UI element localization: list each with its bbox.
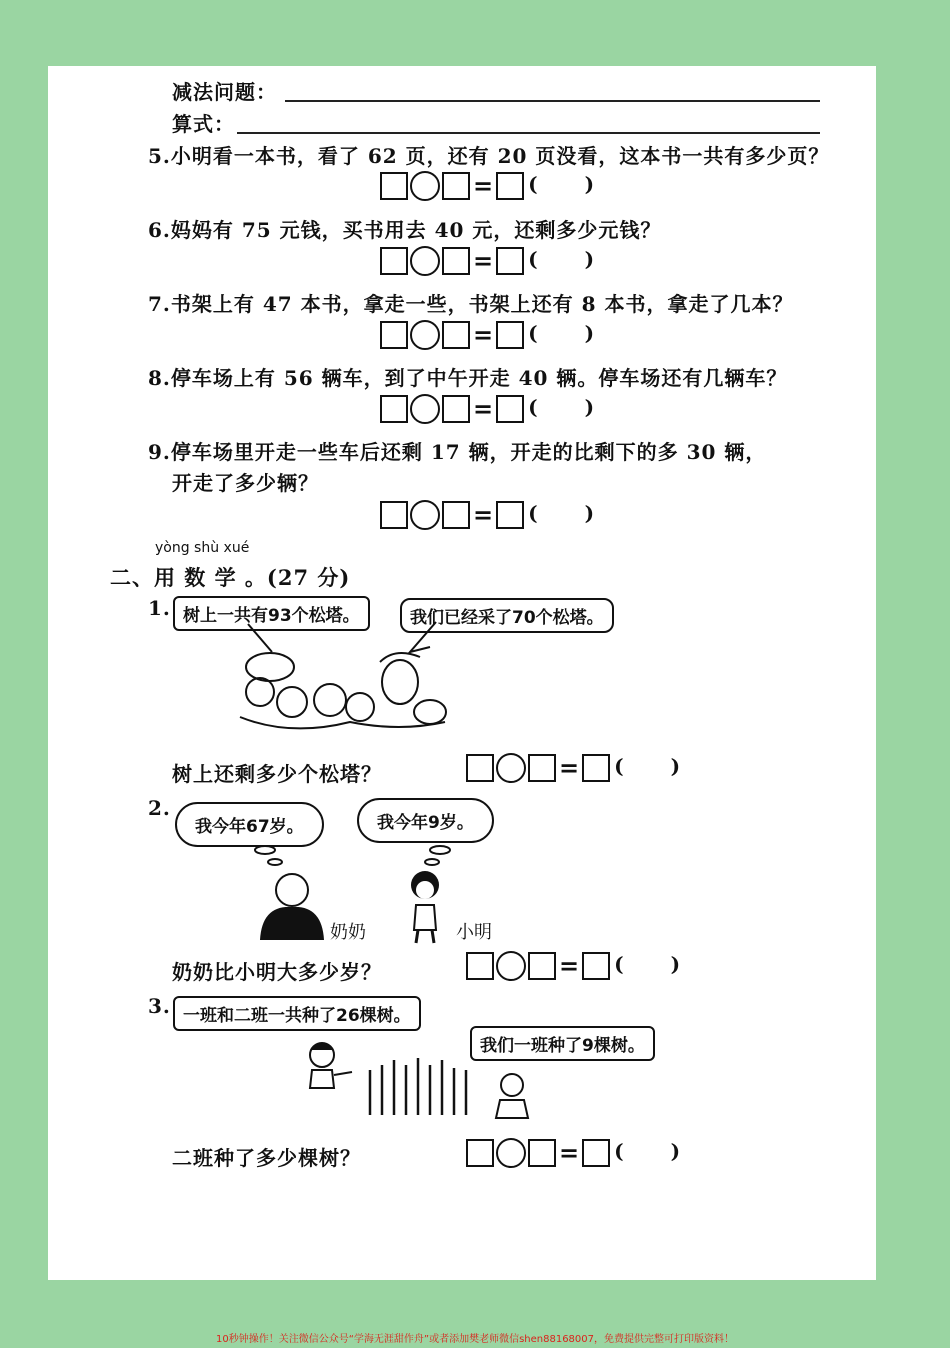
operator-circle[interactable] — [410, 320, 440, 350]
grandma-label: 奶奶 — [330, 922, 366, 943]
answer-box[interactable] — [442, 247, 470, 275]
result-box[interactable] — [496, 172, 524, 200]
problem-number: 3. — [148, 994, 171, 1018]
unit-blank[interactable]: ( ) — [528, 321, 595, 345]
operator-circle[interactable] — [496, 1138, 526, 1168]
answer-box[interactable] — [380, 321, 408, 349]
problem-question: 二班种了多少棵树？ — [172, 1146, 361, 1170]
question-number: 8. — [148, 366, 171, 390]
question-text: 停车场上有 56 辆车，到了中午开走 40 辆。停车场还有几辆车？ — [170, 366, 788, 390]
equals-sign: = — [473, 171, 494, 200]
result-box[interactable] — [496, 247, 524, 275]
answer-box[interactable] — [466, 1139, 494, 1167]
equation-template — [380, 320, 594, 350]
operator-circle[interactable] — [410, 171, 440, 201]
answer-box[interactable] — [466, 952, 494, 980]
equals-sign: = — [473, 246, 494, 275]
question-7 — [148, 288, 794, 317]
equals-sign: = — [473, 320, 494, 349]
question-number: 7. — [148, 292, 171, 316]
answer-box[interactable] — [380, 501, 408, 529]
answer-box[interactable] — [442, 321, 470, 349]
unit-blank[interactable]: ( ) — [614, 754, 681, 778]
unit-blank[interactable]: ( ) — [614, 952, 681, 976]
equation-template — [380, 171, 594, 201]
problem-number: 1. — [148, 596, 171, 620]
result-box[interactable] — [496, 501, 524, 529]
speech-bubble: 树上一共有93个松塔。 — [173, 596, 370, 631]
question-6 — [148, 214, 661, 243]
question-number: 5. — [148, 144, 171, 168]
answer-line — [285, 100, 820, 102]
equation-template — [380, 500, 594, 530]
section-title: 二、用 数 学 。(27 分) — [110, 565, 351, 590]
question-5 — [148, 140, 829, 169]
section-pinyin: yòng shù xué — [155, 540, 250, 556]
equation-template — [466, 1138, 680, 1168]
question-text: 小明看一本书，看了 62 页，还有 20 页没看，这本书一共有多少页？ — [170, 144, 830, 168]
result-box[interactable] — [496, 395, 524, 423]
operator-circle[interactable] — [496, 951, 526, 981]
xiaoming-label: 小明 — [456, 922, 492, 943]
answer-line — [237, 132, 820, 134]
unit-blank[interactable]: ( ) — [528, 247, 595, 271]
problem-question: 奶奶比小明大多少岁？ — [172, 960, 382, 984]
equation-template — [380, 246, 594, 276]
question-9-line2: 开走了多少辆？ — [172, 471, 319, 495]
question-8 — [148, 362, 787, 391]
operator-circle[interactable] — [410, 394, 440, 424]
footer-notice: 10秒钟操作！关注微信公众号“学海无涯甜作舟”或者添加樊老师微信shen88168007，免费提供完整可打印版资料！ — [215, 1334, 735, 1345]
equals-sign: = — [559, 951, 580, 980]
kids-planting-trees-illustration — [300, 1030, 540, 1122]
subtraction-problem-label: 减法问题： — [172, 80, 277, 104]
unit-blank[interactable]: ( ) — [528, 172, 595, 196]
answer-box[interactable] — [442, 501, 470, 529]
operator-circle[interactable] — [410, 500, 440, 530]
answer-box[interactable] — [380, 247, 408, 275]
equation-template — [466, 753, 680, 783]
answer-box[interactable] — [466, 754, 494, 782]
equals-sign: = — [473, 500, 494, 529]
speech-bubble: 我们已经采了70个松塔。 — [400, 598, 614, 633]
unit-blank[interactable]: ( ) — [614, 1139, 681, 1163]
speech-bubble: 我们一班种了9棵树。 — [470, 1026, 655, 1061]
operator-circle[interactable] — [410, 246, 440, 276]
question-text: 停车场里开走一些车后还剩 17 辆，开走的比剩下的多 30 辆， — [170, 440, 767, 464]
equation-template — [380, 394, 594, 424]
question-text: 妈妈有 75 元钱，买书用去 40 元，还剩多少元钱？ — [170, 218, 662, 242]
result-box[interactable] — [582, 952, 610, 980]
thought-bubble: 我今年9岁。 — [357, 798, 494, 843]
operator-circle[interactable] — [496, 753, 526, 783]
question-9 — [148, 436, 766, 465]
answer-box[interactable] — [442, 395, 470, 423]
pine-cone-squirrels-illustration — [230, 622, 450, 742]
problem-number: 2. — [148, 796, 171, 820]
question-number: 6. — [148, 218, 171, 242]
unit-blank[interactable]: ( ) — [528, 501, 595, 525]
question-text: 书架上有 47 本书，拿走一些，书架上还有 8 本书，拿走了几本？ — [170, 292, 794, 316]
answer-box[interactable] — [528, 754, 556, 782]
result-box[interactable] — [496, 321, 524, 349]
thought-bubble: 我今年67岁。 — [175, 802, 324, 847]
equals-sign: = — [559, 753, 580, 782]
question-number: 9. — [148, 440, 171, 464]
formula-label: 算式： — [172, 112, 235, 136]
result-box[interactable] — [582, 1139, 610, 1167]
equation-template — [466, 951, 680, 981]
speech-bubble: 一班和二班一共种了26棵树。 — [173, 996, 421, 1031]
answer-box[interactable] — [528, 1139, 556, 1167]
answer-box[interactable] — [528, 952, 556, 980]
equals-sign: = — [559, 1138, 580, 1167]
answer-box[interactable] — [380, 395, 408, 423]
unit-blank[interactable]: ( ) — [528, 395, 595, 419]
result-box[interactable] — [582, 754, 610, 782]
answer-box[interactable] — [380, 172, 408, 200]
answer-box[interactable] — [442, 172, 470, 200]
equals-sign: = — [473, 394, 494, 423]
problem-question: 树上还剩多少个松塔？ — [172, 762, 382, 786]
